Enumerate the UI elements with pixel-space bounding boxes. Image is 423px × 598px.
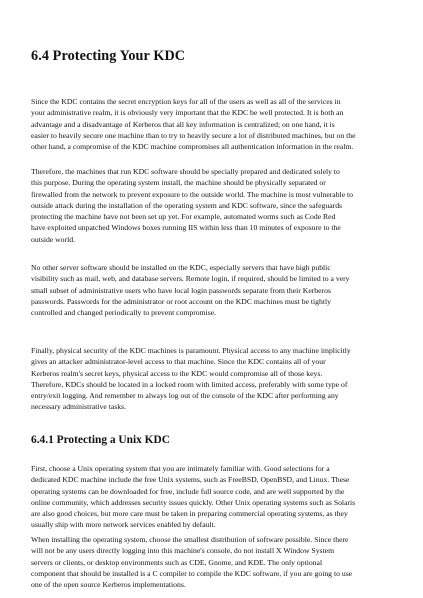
- text-line: dedicated KDC machine include the free Unix systems, such as FreeBSD, OpenBSD, and Linux. These: [31, 475, 350, 485]
- text-line: this purpose. During the operating system install, the machine should be physically separated or: [31, 178, 326, 188]
- text-line: component that should be installed is a C compiler to compile the KDC software, if you are going to use: [31, 568, 353, 578]
- paragraph: [31, 345, 406, 413]
- subsection-heading: 6.4.1 Protecting a Unix KDC: [31, 434, 170, 446]
- text-line: Since the KDC contains the secret encryption keys for all of the users as well as all of the services in: [31, 97, 341, 106]
- text-line: your administrative realm, it is obviously very important that the KDC be well protected. It is both an: [31, 108, 344, 118]
- text-line: gives an attacker administrator-level access to that machine. Since the KDC contains all of your: [31, 357, 326, 367]
- paragraph: [31, 534, 406, 590]
- paragraph: [31, 262, 406, 318]
- text-line: controlled and changed periodically to prevent compromise.: [31, 308, 217, 318]
- text-line: easier to heavily secure one machine than to try to heavily secure a lot of distributed machines, but on the: [31, 130, 356, 140]
- text-line: outside attack during the installation of the operating system and KDC software, since the safeguards: [31, 200, 343, 210]
- text-line: are also good choices, but more care must be taken in preparing commercial operating systems, as they: [31, 509, 348, 519]
- text-line: Kerberos realm's secret keys, physical access to the KDC would compromise all of those keys.: [31, 368, 323, 378]
- text-line: firewalled from the network to prevent exposure to the outside world. The machine is most vulnerable to: [31, 189, 354, 199]
- text-line: online community, which addresses security issues quickly. Other Unix operating systems such as Solaris: [31, 497, 356, 507]
- paragraph: [31, 166, 406, 245]
- text-line: one of the open source Kerberos implementations.: [31, 580, 186, 590]
- text-line: visibility such as mail, web, and database servers. Remote login, if required, should be limited to a very: [31, 274, 350, 284]
- text-line: Therefore, the machines that run KDC software should be specially prepared and dedicated solely to: [31, 167, 340, 176]
- text-line: When installing the operating system, choose the smallest distribution of software possible. Since there: [31, 535, 349, 544]
- text-line: entry/exit logging. And remember to always log out of the console of the KDC after performing any: [31, 391, 339, 401]
- text-line: protecting the machine have not been set up yet. For example, automated worms such as Code Red: [31, 212, 336, 222]
- text-line: passwords. Passwords for the administrator or root account on the KDC machines must be tightly: [31, 296, 331, 306]
- text-line: small subset of administrative users who have local login passwords separate from their Kerberos: [31, 285, 331, 295]
- text-line: Therefore, KDCs should be located in a locked room with limited access, preferably with some type of: [31, 379, 348, 389]
- text-line: will not be any users directly logging into this machine's console, do not install X Window System: [31, 546, 335, 556]
- section-heading: 6.4 Protecting Your KDC: [31, 48, 186, 64]
- text-line: outside world.: [31, 234, 75, 244]
- text-line: Finally, physical security of the KDC machines is paramount. Physical access to any machine implicitly: [31, 346, 351, 355]
- text-line: First, choose a Unix operating system that you are intimately familiar with. Good selections for a: [31, 464, 330, 473]
- text-line: necessary administrative tasks.: [31, 402, 126, 412]
- paragraph: [31, 96, 406, 152]
- paragraph: [31, 463, 406, 531]
- text-line: have exploited unpatched Windows boxes running IIS within less than 10 minutes of exposure to the: [31, 223, 341, 233]
- text-line: advantage and a disadvantage of Kerberos that all key information is centralized; on one hand, it is: [31, 119, 335, 129]
- text-line: other hand, a compromise of the KDC machine compromises all authentication information in the realm.: [31, 142, 354, 152]
- text-line: No other server software should be installed on the KDC, especially servers that have high public: [31, 263, 331, 272]
- text-line: operating systems can be downloaded for free, include full source code, and are well supported by the: [31, 486, 345, 496]
- text-line: usually ship with more network services enabled by default.: [31, 520, 216, 530]
- text-line: servers or clients, or desktop environments such as CDE, Gnome, and KDE. The only optional: [31, 557, 323, 567]
